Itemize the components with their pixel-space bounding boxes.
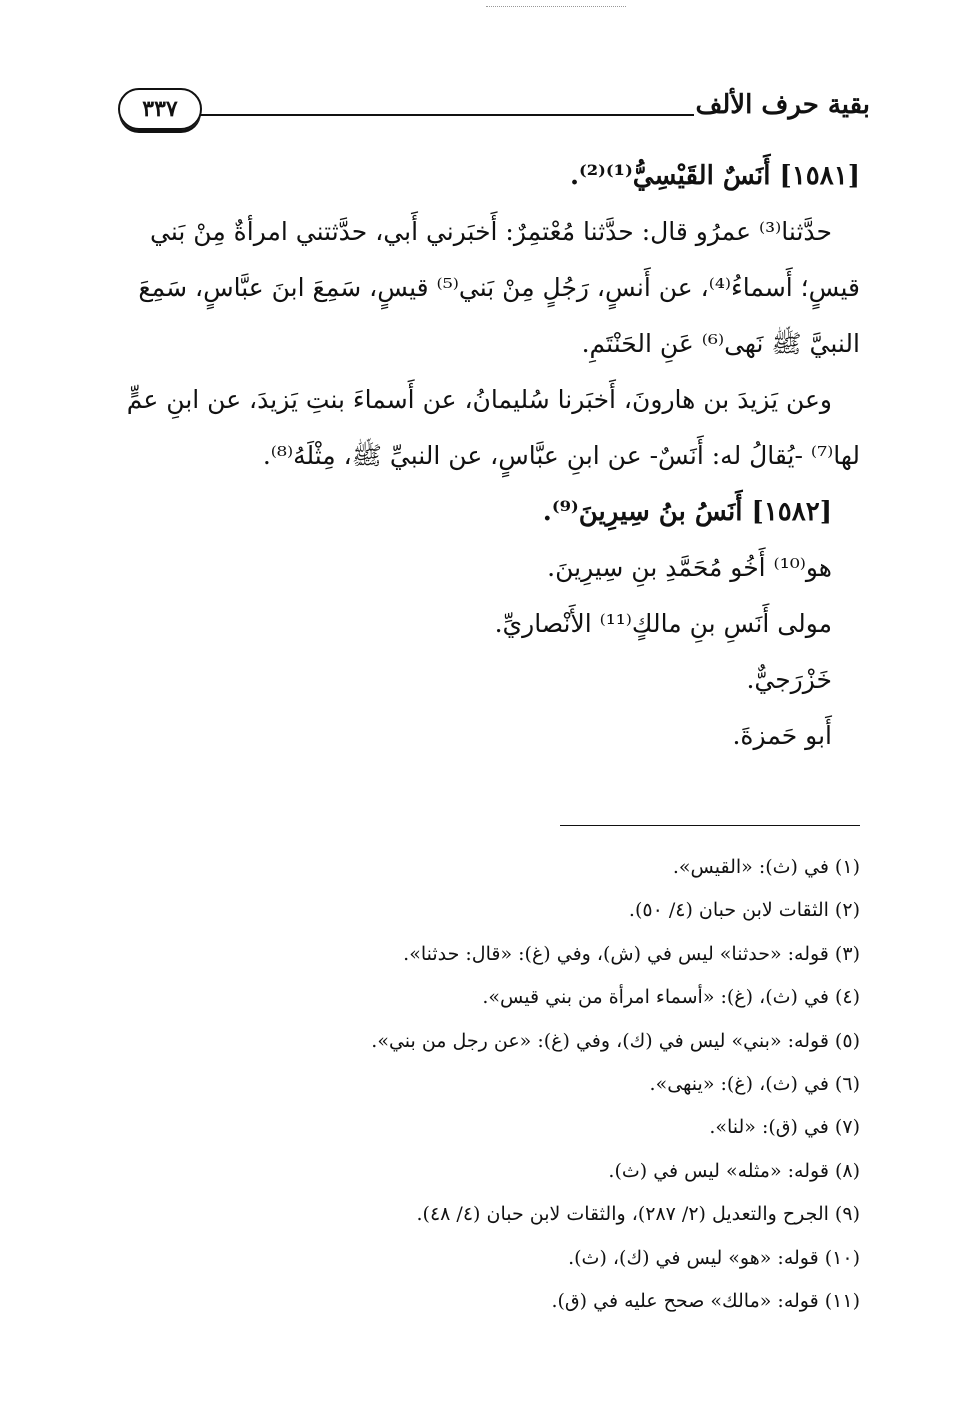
footnote: (٤) في (ث)، (غ): «أسماء امرأة من بني قيس».: [482, 986, 860, 1009]
footnote: (٩) الجرح والتعديل (٢/ ٢٨٧)، والثقات لابن حبان (٤/ ٤٨).: [416, 1203, 860, 1226]
top-edge-mark: [486, 6, 626, 9]
body-line: وعن يَزيدَ بن هارونَ، أَخبَرنا سُليمانُ، عن أَسماءَ بنتِ يَزيدَ، عن ابنِ عمٍّ: [126, 385, 832, 414]
footnotes: [112, 846, 860, 1323]
footnote: (١) في (ث): «القيس».: [672, 856, 860, 878]
body-line: هو⁽¹⁰⁾ أَخُو مُحَمَّدِ بنِ سِيرِينَ.: [547, 553, 832, 582]
page-header: [118, 88, 870, 132]
footnote: (٥) قوله: «بني» ليس في (ك)، وفي (غ): «عن رجل من بني».: [371, 1029, 860, 1052]
body-line: أَبو حَمزةَ.: [732, 721, 832, 750]
footnote: (٧) في (ق): «لنا».: [709, 1116, 860, 1139]
footnote-separator: [560, 825, 860, 826]
entry-heading-1581: [١٥٨١] أَنَسٌ القَيْسِيُّ⁽¹⁾⁽²⁾.: [569, 161, 860, 191]
footnote: (٣) قوله: «حدثنا» ليس في (ش)، وفي (غ): «قال: حدثنا».: [403, 942, 860, 965]
header-rule: [200, 114, 694, 116]
footnote: (١١) قوله: «مالك» صحح عليه في (ق).: [551, 1290, 860, 1313]
page-number: ٣٣٧: [118, 88, 202, 130]
entry-heading-1582: [١٥٨٢] أَنَسُ بنُ سِيرِينَ⁽⁹⁾.: [542, 497, 832, 527]
footnote: (٨) قوله: «مثله» ليس في (ث).: [608, 1159, 860, 1182]
running-title: بقية حرف الألف: [695, 90, 870, 120]
body-line: النبيَّ ﷺ نَهى⁽⁶⁾ عَنِ الحَنْتَمِ.: [581, 329, 860, 358]
footnote: (٢) الثقات لابن حبان (٤/ ٥٠).: [628, 899, 860, 922]
body-line: حدَّثنا⁽³⁾ عمرُو قال: حدَّثنا مُعْتمِرٌ: أَخبَرني أَبي، حدَّثتني امرأةٌ مِنْ بَني: [150, 217, 832, 246]
body-line: لها⁽⁷⁾ -يُقالُ له: أَنَسٌ- عن ابنِ عبَّاسٍ، عن النبيِّ ﷺ، مِثْلَهُ⁽⁸⁾.: [262, 441, 860, 470]
body-line: قيسٍ؛ أَسماءُ⁽⁴⁾، عن أَنسٍ، رَجُلٍ مِنْ بَني⁽⁵⁾ قيسٍ، سَمِعَ ابنَ عبَّاسٍ، سَمِعَ: [138, 273, 860, 302]
footnote: (١٠) قوله: «هو» ليس في (ك)، (ث).: [568, 1246, 860, 1269]
main-text: [112, 148, 860, 764]
body-line: خَزْرَجيٌّ.: [746, 665, 832, 694]
footnote: (٦) في (ث)، (غ): «ينهى».: [649, 1073, 860, 1096]
body-line: مولى أَنَسِ بنِ مالكٍ⁽¹¹⁾ الأَنْصاريِّ.: [494, 609, 832, 638]
